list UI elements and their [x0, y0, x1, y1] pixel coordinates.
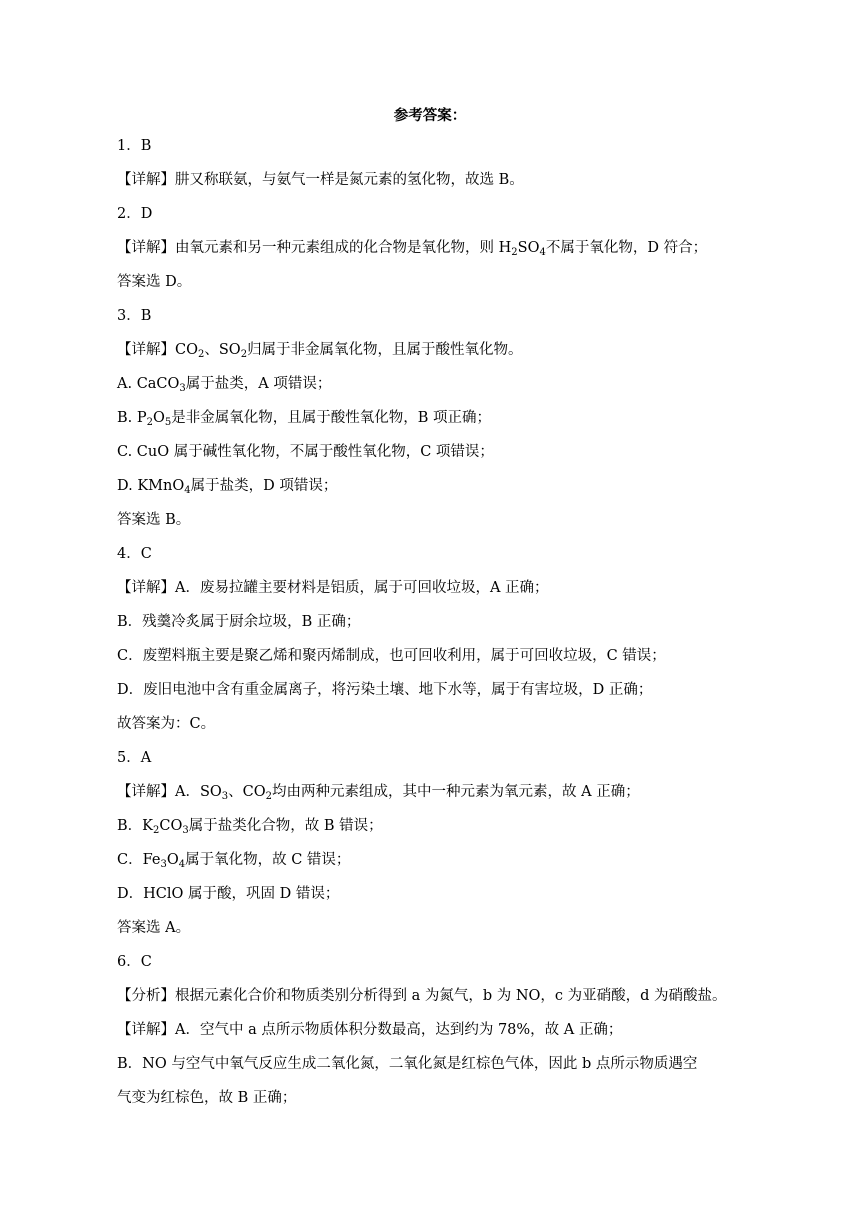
answer-line — [117, 167, 745, 201]
answer-line — [117, 1051, 745, 1085]
line-text: 属于氧化物，故 C 错误； — [185, 852, 351, 868]
answer-line — [117, 575, 745, 609]
line-text: 不属于氧化物，D 符合； — [545, 240, 708, 256]
line-text: 、SO — [204, 342, 241, 358]
answer-line — [117, 541, 745, 575]
line-text: 是非金属氧化物，且属于酸性氧化物，B 项正确； — [171, 410, 492, 426]
line-text: 【分析】根据元素化合价和物质类别分析得到 a 为氮气，b 为 NO，c 为亚硝酸，d 为硝酸盐。 — [117, 988, 727, 1004]
line-text: 【详解】CO — [117, 342, 198, 358]
subscript-text: 3 — [160, 859, 167, 870]
line-text: D. KMnO — [117, 478, 185, 494]
line-text: C．废塑料瓶主要是聚乙烯和聚丙烯制成，也可回收利用，属于可回收垃圾，C 错误； — [117, 648, 666, 664]
answer-line — [117, 439, 745, 473]
subscript-text: 2 — [265, 791, 273, 802]
line-text: B．NO 与空气中氧气反应生成二氧化氮，二氧化氮是红棕色气体，因此 b 点所示物质遇空 — [117, 1056, 698, 1072]
line-text: A. CaCO — [117, 376, 180, 392]
answer-line — [117, 133, 745, 167]
line-text: 归属于非金属氧化物，且属于酸性氧化物。 — [247, 342, 523, 358]
subscript-text: 4 — [539, 247, 546, 258]
line-text: 故答案为：C。 — [117, 716, 216, 732]
line-text: CO — [159, 818, 183, 834]
answer-line — [117, 779, 745, 813]
line-text: 答案选 B。 — [117, 512, 191, 528]
line-text: D．废旧电池中含有重金属离子，将污染土壤、地下水等，属于有害垃圾，D 正确； — [117, 682, 653, 698]
answer-line — [117, 745, 745, 779]
answer-line — [117, 269, 745, 303]
line-text: 2．D — [117, 206, 153, 222]
line-text: D．HClO 属于酸，巩固 D 错误； — [117, 886, 340, 902]
answer-line — [117, 473, 745, 507]
answer-line — [117, 507, 745, 541]
subscript-text: 3 — [179, 383, 186, 394]
line-text: B. P — [117, 410, 147, 426]
line-text: B．K — [117, 818, 153, 834]
answer-line — [117, 235, 745, 269]
answer-line — [117, 405, 745, 439]
line-text: 【详解】由氧元素和另一种元素组成的化合物是氧化物，则 H — [117, 240, 512, 256]
line-text: 【详解】A．SO — [117, 784, 222, 800]
subscript-text: 2 — [197, 349, 205, 360]
answer-content — [117, 133, 745, 1119]
answer-line — [117, 609, 745, 643]
answer-line — [117, 813, 745, 847]
answer-line — [117, 711, 745, 745]
line-text: 属于盐类，D 项错误； — [190, 478, 338, 494]
line-text: 均由两种元素组成，其中一种元素为氧元素，故 A 正确； — [272, 784, 640, 800]
subscript-text: 2 — [153, 825, 160, 836]
line-text: 4．C — [117, 546, 152, 562]
page-title: 参考答案： — [393, 108, 467, 124]
line-text: O — [153, 410, 165, 426]
line-text: 属于盐类化合物，故 B 错误； — [188, 818, 383, 834]
answer-line — [117, 677, 745, 711]
answer-line — [117, 201, 745, 235]
line-text: SO — [517, 240, 540, 256]
line-text: 1．B — [117, 138, 152, 154]
subscript-text: 4 — [178, 859, 186, 870]
answer-line — [117, 1085, 745, 1119]
answer-line — [117, 643, 745, 677]
answer-line — [117, 983, 745, 1017]
line-text: O — [166, 852, 179, 868]
answer-line — [117, 949, 745, 983]
answer-line — [117, 371, 745, 405]
answer-line — [117, 303, 745, 337]
subscript-text: 3 — [221, 791, 229, 802]
subscript-text: 5 — [164, 417, 172, 428]
line-text: 属于盐类，A 项错误； — [185, 376, 332, 392]
subscript-text: 4 — [184, 485, 191, 496]
line-text: 、CO — [228, 784, 266, 800]
answer-line — [117, 847, 745, 881]
answer-line — [117, 337, 745, 371]
line-text: 6．C — [117, 954, 152, 970]
subscript-text: 3 — [182, 825, 189, 836]
line-text: 答案选 D。 — [117, 274, 192, 290]
line-text: 【详解】A．空气中 a 点所示物质体积分数最高，达到约为 78%，故 A 正确； — [117, 1022, 623, 1038]
line-text: 【详解】A．废易拉罐主要材料是铝质，属于可回收垃圾，A 正确； — [117, 580, 549, 596]
answer-line — [117, 915, 745, 949]
subscript-text: 2 — [240, 349, 248, 360]
answer-line — [117, 1017, 745, 1051]
line-text: 气变为红棕色，故 B 正确； — [117, 1090, 297, 1106]
subscript-text: 2 — [146, 417, 154, 428]
line-text: 5．A — [117, 750, 152, 766]
answer-line — [117, 881, 745, 915]
line-text: 【详解】肼又称联氨，与氨气一样是氮元素的氢化物，故选 B。 — [117, 172, 524, 188]
line-text: C．Fe — [117, 852, 161, 868]
line-text: B．残羹冷炙属于厨余垃圾，B 正确； — [117, 614, 361, 630]
line-text: 答案选 A。 — [117, 920, 191, 936]
line-text: 3．B — [117, 308, 152, 324]
line-text: C. CuO 属于碱性氧化物，不属于酸性氧化物，C 项错误； — [117, 444, 494, 460]
subscript-text: 2 — [511, 247, 518, 258]
